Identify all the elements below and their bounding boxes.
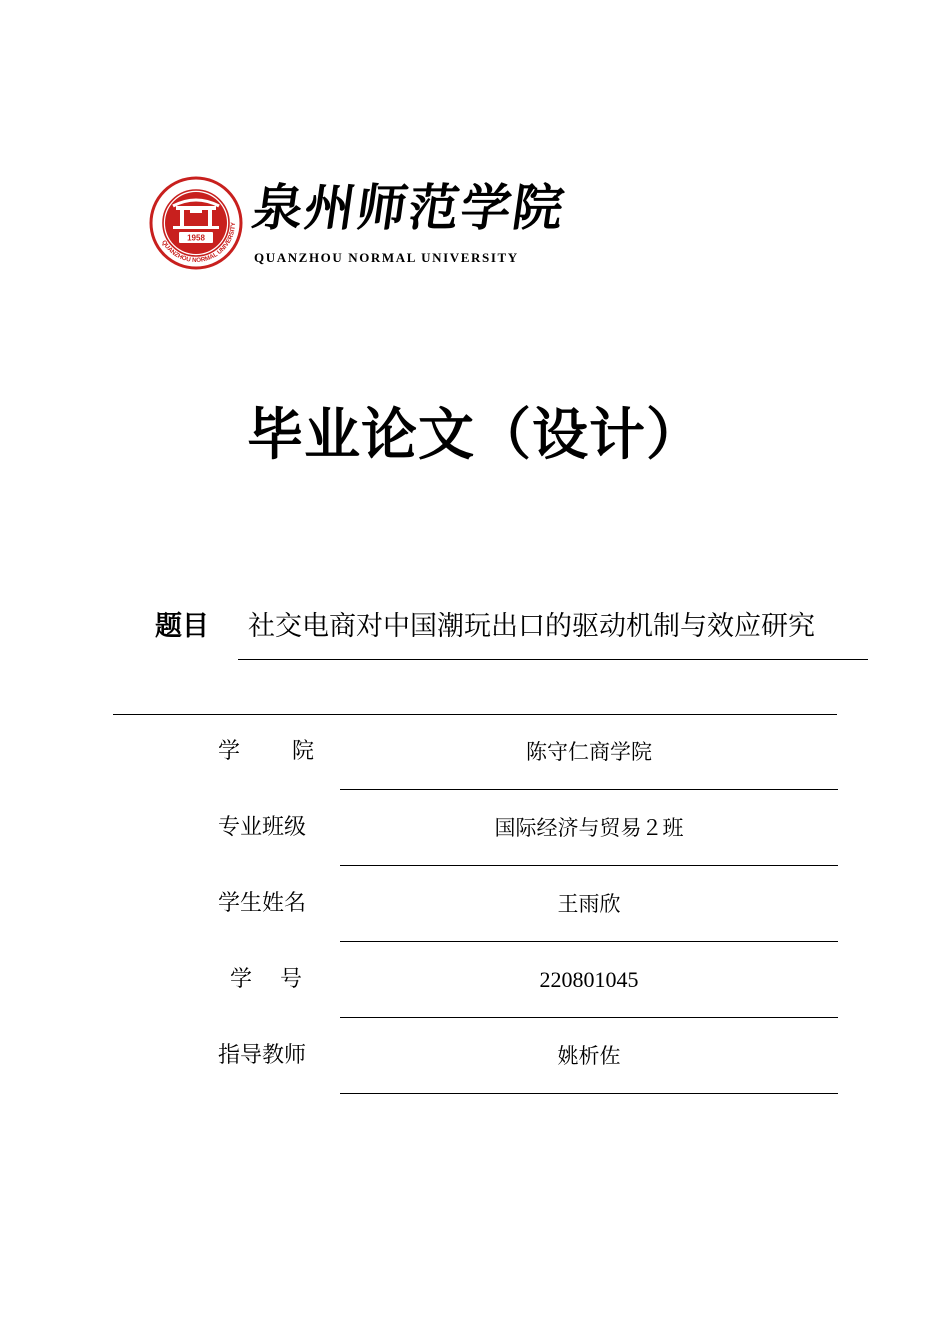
university-name-cn: 泉州师范学院 (248, 178, 570, 237)
document-title: 毕业论文（设计） (247, 403, 703, 468)
svg-text:QUANZHOU NORMAL UNIVERSITY: QUANZHOU NORMAL UNIVERSITY (160, 222, 238, 265)
student-id-label-char: 学 (230, 967, 253, 992)
info-row-advisor (0, 1018, 950, 1094)
university-seal-icon (149, 176, 243, 270)
university-logo (149, 176, 569, 272)
topic-label: 题目 (155, 611, 209, 642)
info-row-college (0, 714, 950, 790)
svg-text:1958: 1958 (187, 233, 205, 243)
advisor-label: 指导教师 (218, 1043, 307, 1068)
student-name-value: 王雨欣 (557, 892, 621, 916)
college-value: 陈守仁商学院 (526, 740, 652, 764)
student-id-label-char: 号 (279, 967, 302, 992)
college-label-char: 院 (291, 739, 314, 764)
info-row-student-id (0, 942, 950, 1018)
topic-value: 社交电商对中国潮玩出口的驱动机制与效应研究 (248, 611, 815, 642)
advisor-value: 姚析佐 (557, 1044, 621, 1068)
college-label-char: 学 (218, 739, 241, 764)
info-row-major-class (0, 790, 950, 866)
college-label (218, 736, 314, 768)
student-name-label: 学生姓名 (218, 891, 307, 916)
student-id-label (230, 964, 302, 996)
topic-underline (238, 659, 868, 660)
university-name-en: QUANZHOU NORMAL UNIVERSITY (254, 250, 519, 265)
info-row-student-name (0, 866, 950, 942)
major-class-value: 国际经济与贸易２班 (494, 816, 684, 840)
advisor-underline (340, 1093, 838, 1094)
student-id-value: 220801045 (539, 967, 639, 992)
major-class-label: 专业班级 (218, 815, 307, 840)
